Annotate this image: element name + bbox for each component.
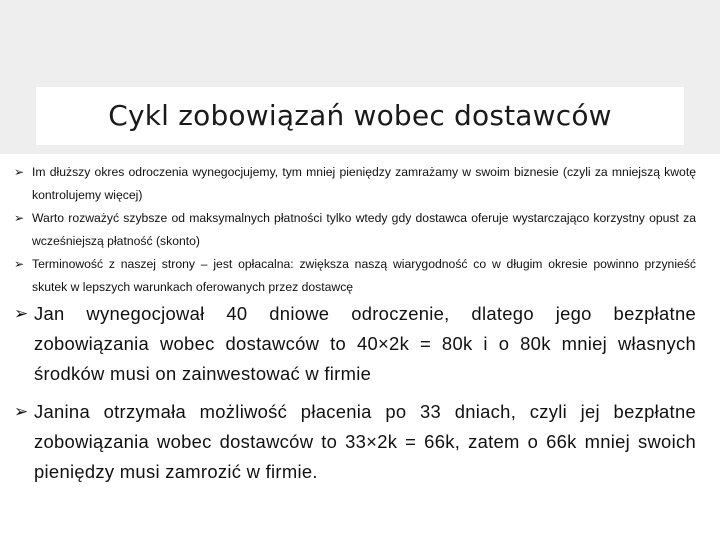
bullet-item	[14, 253, 696, 299]
bullet-text: Im dłuższy okres odroczenia wynegocjujemy, tym mniej pieniędzy zamrażamy w swoim biznesie (czyli za mniejszą kwotę kontrolujemy więcej)	[32, 165, 696, 202]
bullet-text: Terminowość z naszej strony – jest opłacalna: zwiększa naszą wiarygodność co w długim okresie powinno przynieść skutek w lepszych warunkach oferowanych przez dostawcę	[32, 257, 696, 294]
bullet-text: Janina otrzymała możliwość płacenia po 33 dniach, czyli jej bezpłatne zobowiązania wobec dostawców to 33×2k = 66k, zatem o 66k mniej swoich pieniędzy musi zamrozić w firmie.	[34, 401, 696, 482]
slide-title: Cykl zobowiązań wobec dostawców	[108, 99, 612, 132]
bullet-item	[14, 207, 696, 253]
arrowhead-bullet-icon: ➢	[14, 402, 29, 422]
bullet-text: Warto rozważyć szybsze od maksymalnych płatności tylko wtedy gdy dostawca oferuje wystarczająco korzystny opust za wcześniejszą płatność (skonto)	[32, 211, 696, 248]
arrowhead-bullet-icon: ➢	[14, 257, 25, 271]
bullet-item	[14, 299, 696, 389]
slide-content	[0, 154, 720, 540]
bullet-item	[14, 397, 696, 487]
arrowhead-bullet-icon: ➢	[14, 211, 25, 225]
arrowhead-bullet-icon: ➢	[14, 304, 29, 324]
bullet-text: Jan wynegocjował 40 dniowe odroczenie, dlatego jego bezpłatne zobowiązania wobec dostawców to 40×2k = 80k i o 80k mniej własnych środków musi on zainwestować w firmie	[34, 303, 696, 384]
bullet-item	[14, 161, 696, 207]
arrowhead-bullet-icon: ➢	[14, 165, 25, 179]
